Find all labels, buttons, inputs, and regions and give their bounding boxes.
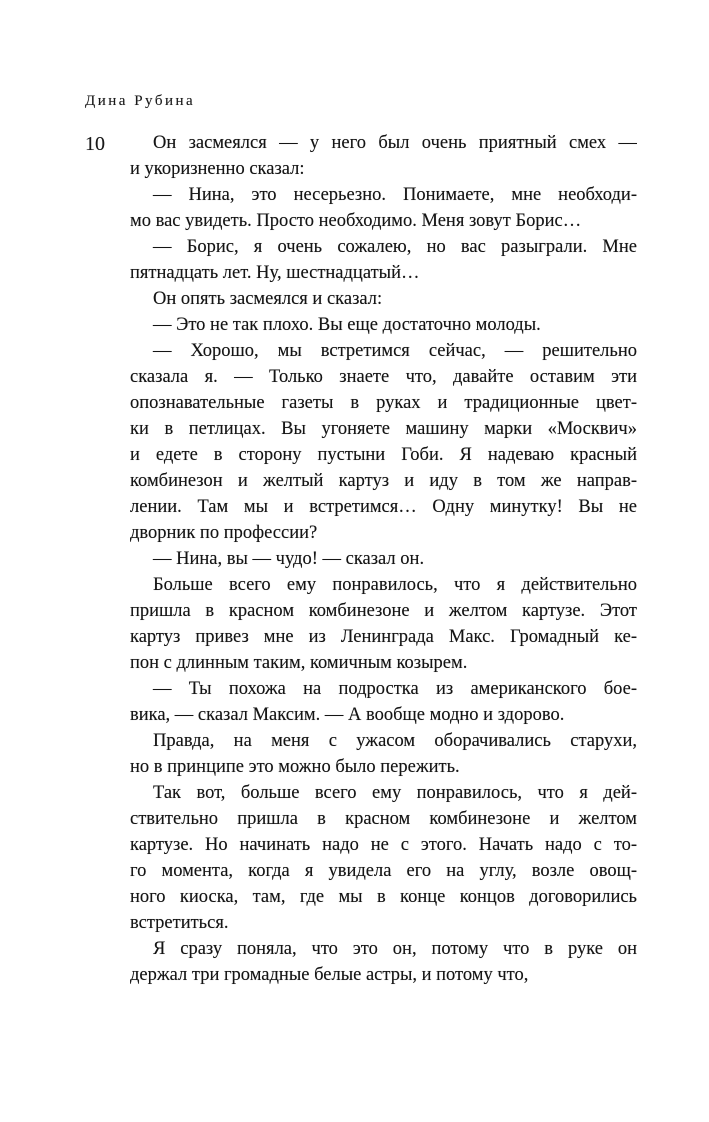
running-header: Дина Рубина	[85, 93, 196, 109]
text-line: — Нина, это несерьезно. Понимаете, мне необходи-	[153, 185, 637, 205]
text-line: пятнадцать лет. Ну, шестнадцатый…	[130, 263, 420, 283]
paragraph	[130, 676, 637, 728]
text-line: — Ты похожа на подростка из американского бое-	[153, 679, 637, 699]
text-line: и укоризненно сказал:	[130, 159, 305, 179]
text-line: держал три громадные белые астры, и потому что,	[130, 965, 529, 985]
text-line: — Хорошо, мы встретимся сейчас, — решительно	[153, 341, 637, 361]
text-line: но в принципе это можно было пережить.	[130, 757, 460, 777]
text-line: Он опять засмеялся и сказал:	[153, 289, 383, 309]
text-line: ного киоска, там, где мы в конце концов договорились	[130, 887, 637, 907]
text-line: пон с длинным таким, комичным козырем.	[130, 653, 468, 673]
paragraph	[130, 286, 637, 312]
text-line: Я сразу поняла, что это он, потому что в руке он	[153, 939, 637, 959]
text-line: дворник по профессии?	[130, 523, 318, 543]
text-line: картуз привез мне из Ленинграда Макс. Громадный ке-	[130, 627, 637, 647]
paragraph	[130, 728, 637, 780]
paragraph	[130, 234, 637, 286]
text-line: комбинезон и желтый картуз и иду в том же направ-	[130, 471, 637, 491]
text-line: вика, — сказал Максим. — А вообще модно и здорово.	[130, 705, 565, 725]
paragraph	[130, 936, 637, 988]
text-line: — Это не так плохо. Вы еще достаточно молоды.	[153, 315, 541, 335]
text-line: Больше всего ему понравилось, что я действительно	[153, 575, 637, 595]
paragraph	[130, 572, 637, 676]
text-line: Так вот, больше всего ему понравилось, что я дей-	[153, 783, 637, 803]
paragraph	[130, 338, 637, 546]
paragraph	[130, 312, 637, 338]
text-line: картузе. Но начинать надо не с этого. Начать надо с то-	[130, 835, 637, 855]
text-line: опознавательные газеты в руках и традиционные цвет-	[130, 393, 637, 413]
text-line: ки в петлицах. Вы угоняете машину марки «Москвич»	[130, 419, 637, 439]
text-line: мо вас увидеть. Просто необходимо. Меня зовут Борис…	[130, 211, 582, 231]
text-line: Он засмеялся — у него был очень приятный смех —	[153, 133, 637, 153]
paragraph	[130, 780, 637, 936]
page-number: 10	[85, 133, 105, 155]
text-line: — Нина, вы — чудо! — сказал он.	[153, 549, 425, 569]
text-line: ствительно пришла в красном комбинезоне и желтом	[130, 809, 637, 829]
text-line: го момента, когда я увидела его на углу, возле овощ-	[130, 861, 637, 881]
text-line: пришла в красном комбинезоне и желтом картузе. Этот	[130, 601, 637, 621]
text-block	[130, 130, 637, 988]
text-line: сказала я. — Только знаете что, давайте оставим эти	[130, 367, 637, 387]
text-line: Правда, на меня с ужасом оборачивались старухи,	[153, 731, 637, 751]
paragraph	[130, 546, 637, 572]
text-line: встретиться.	[130, 913, 229, 933]
paragraph	[130, 130, 637, 182]
text-line: лении. Там мы и встретимся… Одну минутку! Вы не	[130, 497, 637, 517]
text-line: — Борис, я очень сожалею, но вас разыграли. Мне	[153, 237, 637, 257]
paragraph	[130, 182, 637, 234]
text-line: и едете в сторону пустыни Гоби. Я надеваю красный	[130, 445, 637, 465]
